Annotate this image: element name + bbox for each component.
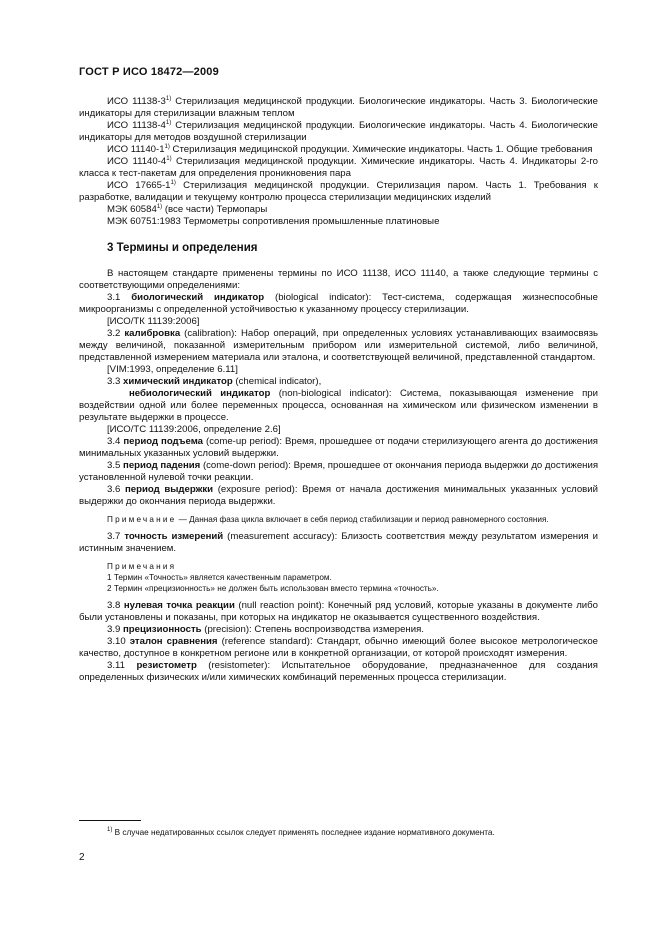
reference-item: МЭК 60584$^{1)}$ (все части) Термопары [107, 204, 268, 215]
reference-item: ИСО 11140-4$^{1)}$ Стерилизация медицинской продукции. Химические индикаторы. Часть 4. Индикаторы 2-го класса к тест-пакетам для определения проникновения пара [79, 156, 598, 179]
term-3-1: 3.1 биологический индикатор (biological indicator): Тест-система, содержащая жизнеспособные микроорганизмы с определенной устойчивостью к указанному процессу стерилизации. [79, 292, 599, 315]
footnote: $^{1)}$ В случае недатированных ссылок следует применять последнее издание нормативного документа. [107, 827, 495, 837]
term-3-2: 3.2 калибровка (calibration): Набор операций, при определенных условиях устанавливающих взаимосвязь между величиной, показанной измерительным прибором или измерительной системой, либо величиной, представленной измерением материала или эталона, и соответствующей величиной, представленной стандартом. [79, 328, 598, 363]
section-intro: В настоящем стандарте применены термины по ИСО 11138, ИСО 11140, а также следующие термины с соответствующими определениями: [79, 268, 598, 291]
reference-item: ИСО 17665-1$^{1)}$ Стерилизация медицинской продукции. Стерилизация паром. Часть 1. Требования к разработке, валидации и текущему контролю процесса стерилизации медицинских изделий [79, 180, 599, 203]
term-3-8: 3.8 нулевая точка реакции (null reaction point): Конечный ряд условий, которые указаны в документе либо были установлены и показаны, при которых на индикатор не оказывается существенного воздействия. [79, 600, 598, 623]
reference-item: МЭК 60751:1983 Термометры сопротивления промышленные платиновые [107, 216, 440, 227]
term-3-3-synonym: небиологический индикатор (non-biological indicator): Система, показывающая изменение при воздействии одной или более переменных процесса, основанная на химическом или физическом изменении в результате выдержки в процессе. [79, 388, 598, 423]
section-heading: 3 Термины и определения [107, 242, 258, 254]
reference-item: ИСО 11140-1$^{1)}$ Стерилизация медицинской продукции. Химические индикаторы. Часть 1. Общие требования [107, 144, 593, 155]
footnote-divider [79, 820, 141, 821]
term-3-9: 3.9 прецизионность (precision): Степень воспроизводства измерения. [107, 624, 424, 635]
document-header: ГОСТ Р ИСО 18472—2009 [79, 66, 219, 78]
note-item: 2 Термин «прецизионность» не должен быть использован вместо термина «точность». [107, 584, 439, 593]
term-3-11: 3.11 резистометр (resistometer): Испытательное оборудование, предназначенное для создания определенных физических и/или химических комбинаций переменных процесса стерилизации. [79, 660, 598, 683]
notes-label: Примечания [107, 562, 177, 571]
note-item: 1 Термин «Точность» является качественным параметром. [107, 573, 332, 582]
term-3-3: 3.3 химический индикатор (chemical indicator), [107, 376, 322, 387]
reference-item: ИСО 11138-4$^{1)}$ Стерилизация медицинской продукции. Биологические индикаторы. Часть 4. Биологические индикаторы для методов воздушной стерилизации [79, 120, 598, 143]
page-content [79, 96, 598, 684]
page-number: 2 [79, 852, 85, 863]
notes-block [79, 561, 598, 594]
term-citation: [ИСО/ТК 11139:2006] [107, 316, 200, 327]
term-3-5: 3.5 период падения (come-down period): Время, прошедшее от окончания периода выдержки до достижения установленной нулевой точки реакции. [79, 460, 599, 483]
reference-item: ИСО 11138-3$^{1)}$ Стерилизация медицинской продукции. Биологические индикаторы. Часть 3. Биологические индикаторы для стерилизации влажным теплом [79, 96, 598, 119]
term-3-4: 3.4 период подъема (come-up period): Время, прошедшее от подачи стерилизующего агента до достижения минимальных указанных условий выдержки. [79, 436, 598, 459]
note: Примечание — Данная фаза цикла включает в себя период стабилизации и период равномерного состояния. [107, 515, 549, 524]
term-citation: [ИСО/ТС 11139:2006, определение 2.6] [107, 424, 281, 435]
term-3-10: 3.10 эталон сравнения (reference standard): Стандарт, обычно имеющий более высокое метрологическое качество, доступное в конкретном регионе или в конкретной организации, от которой происходят измерения. [79, 636, 598, 659]
term-citation: [VIM:1993, определение 6.11] [107, 364, 238, 375]
term-3-7: 3.7 точность измерений (measurement accuracy): Близость соответствия между результатом измерения и истинным значением. [79, 531, 598, 554]
term-3-6: 3.6 период выдержки (exposure period): Время от начала достижения минимальных указанных условий выдержки до окончания периода выдержки. [79, 484, 598, 507]
